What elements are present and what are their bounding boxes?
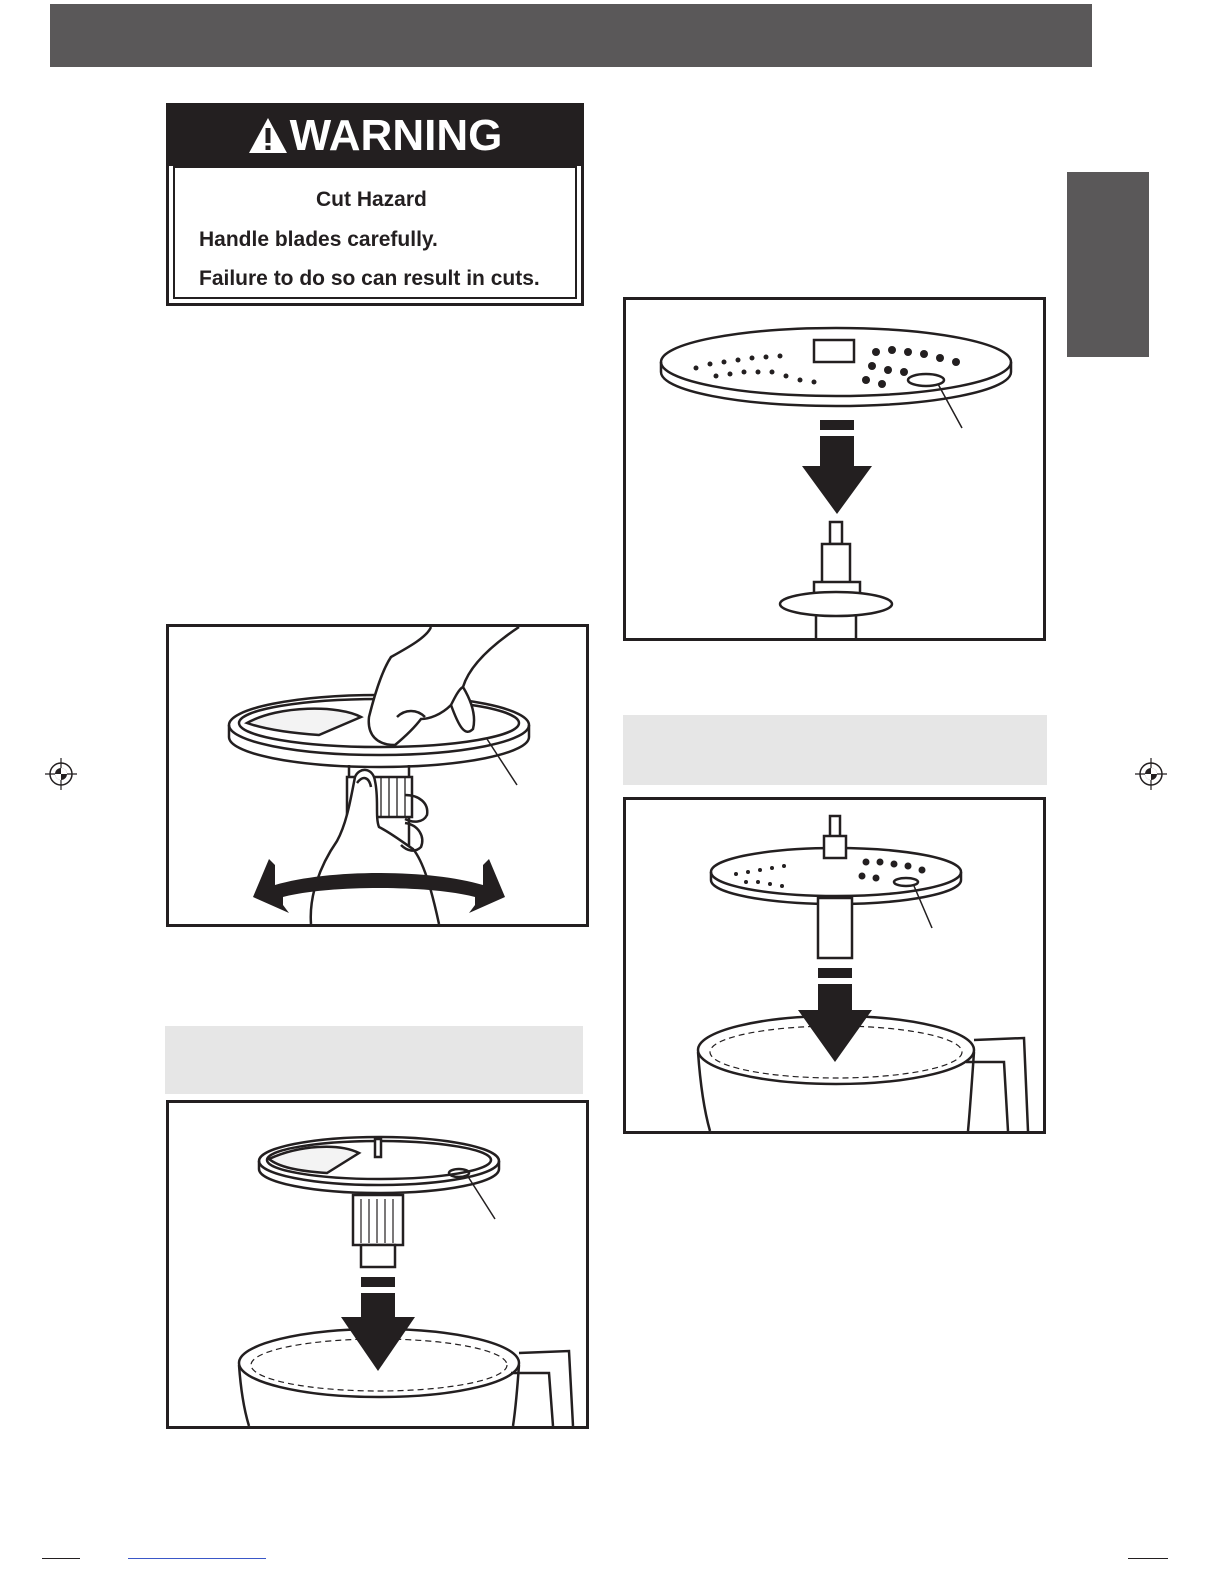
shredding-disc-illustration: [626, 300, 1043, 638]
warning-box: [166, 103, 584, 306]
caption-band-right: [623, 715, 1047, 785]
registration-mark-icon: [45, 758, 77, 790]
warning-hazard: Cut Hazard: [316, 188, 427, 211]
figure-disc-onto-shaft: [623, 297, 1046, 641]
section-tab: [1067, 172, 1149, 357]
figure-insert-disc-bowl: [166, 1100, 589, 1429]
warning-triangle-icon: [248, 116, 288, 156]
figure-remove-disc: [166, 624, 589, 927]
down-arrow-icon: [802, 420, 872, 514]
warning-body: [173, 166, 577, 299]
shredder-bowl-illustration: [626, 800, 1043, 1131]
disc-removal-illustration: [169, 627, 586, 924]
figure-shredder-into-bowl: [623, 797, 1046, 1134]
footer-rule-right: [1128, 1558, 1168, 1559]
warning-title: WARNING: [289, 111, 503, 160]
footer-rule-left: [42, 1558, 80, 1559]
registration-mark-icon: [1135, 758, 1167, 790]
caption-band-left: [165, 1026, 583, 1094]
footer-link-rule: [128, 1558, 266, 1559]
disc-into-bowl-illustration: [169, 1103, 586, 1426]
header-bar: [50, 4, 1092, 67]
warning-header: [169, 106, 581, 166]
warning-line-1: Handle blades carefully.: [199, 228, 438, 251]
warning-line-2: Failure to do so can result in cuts.: [199, 267, 540, 290]
